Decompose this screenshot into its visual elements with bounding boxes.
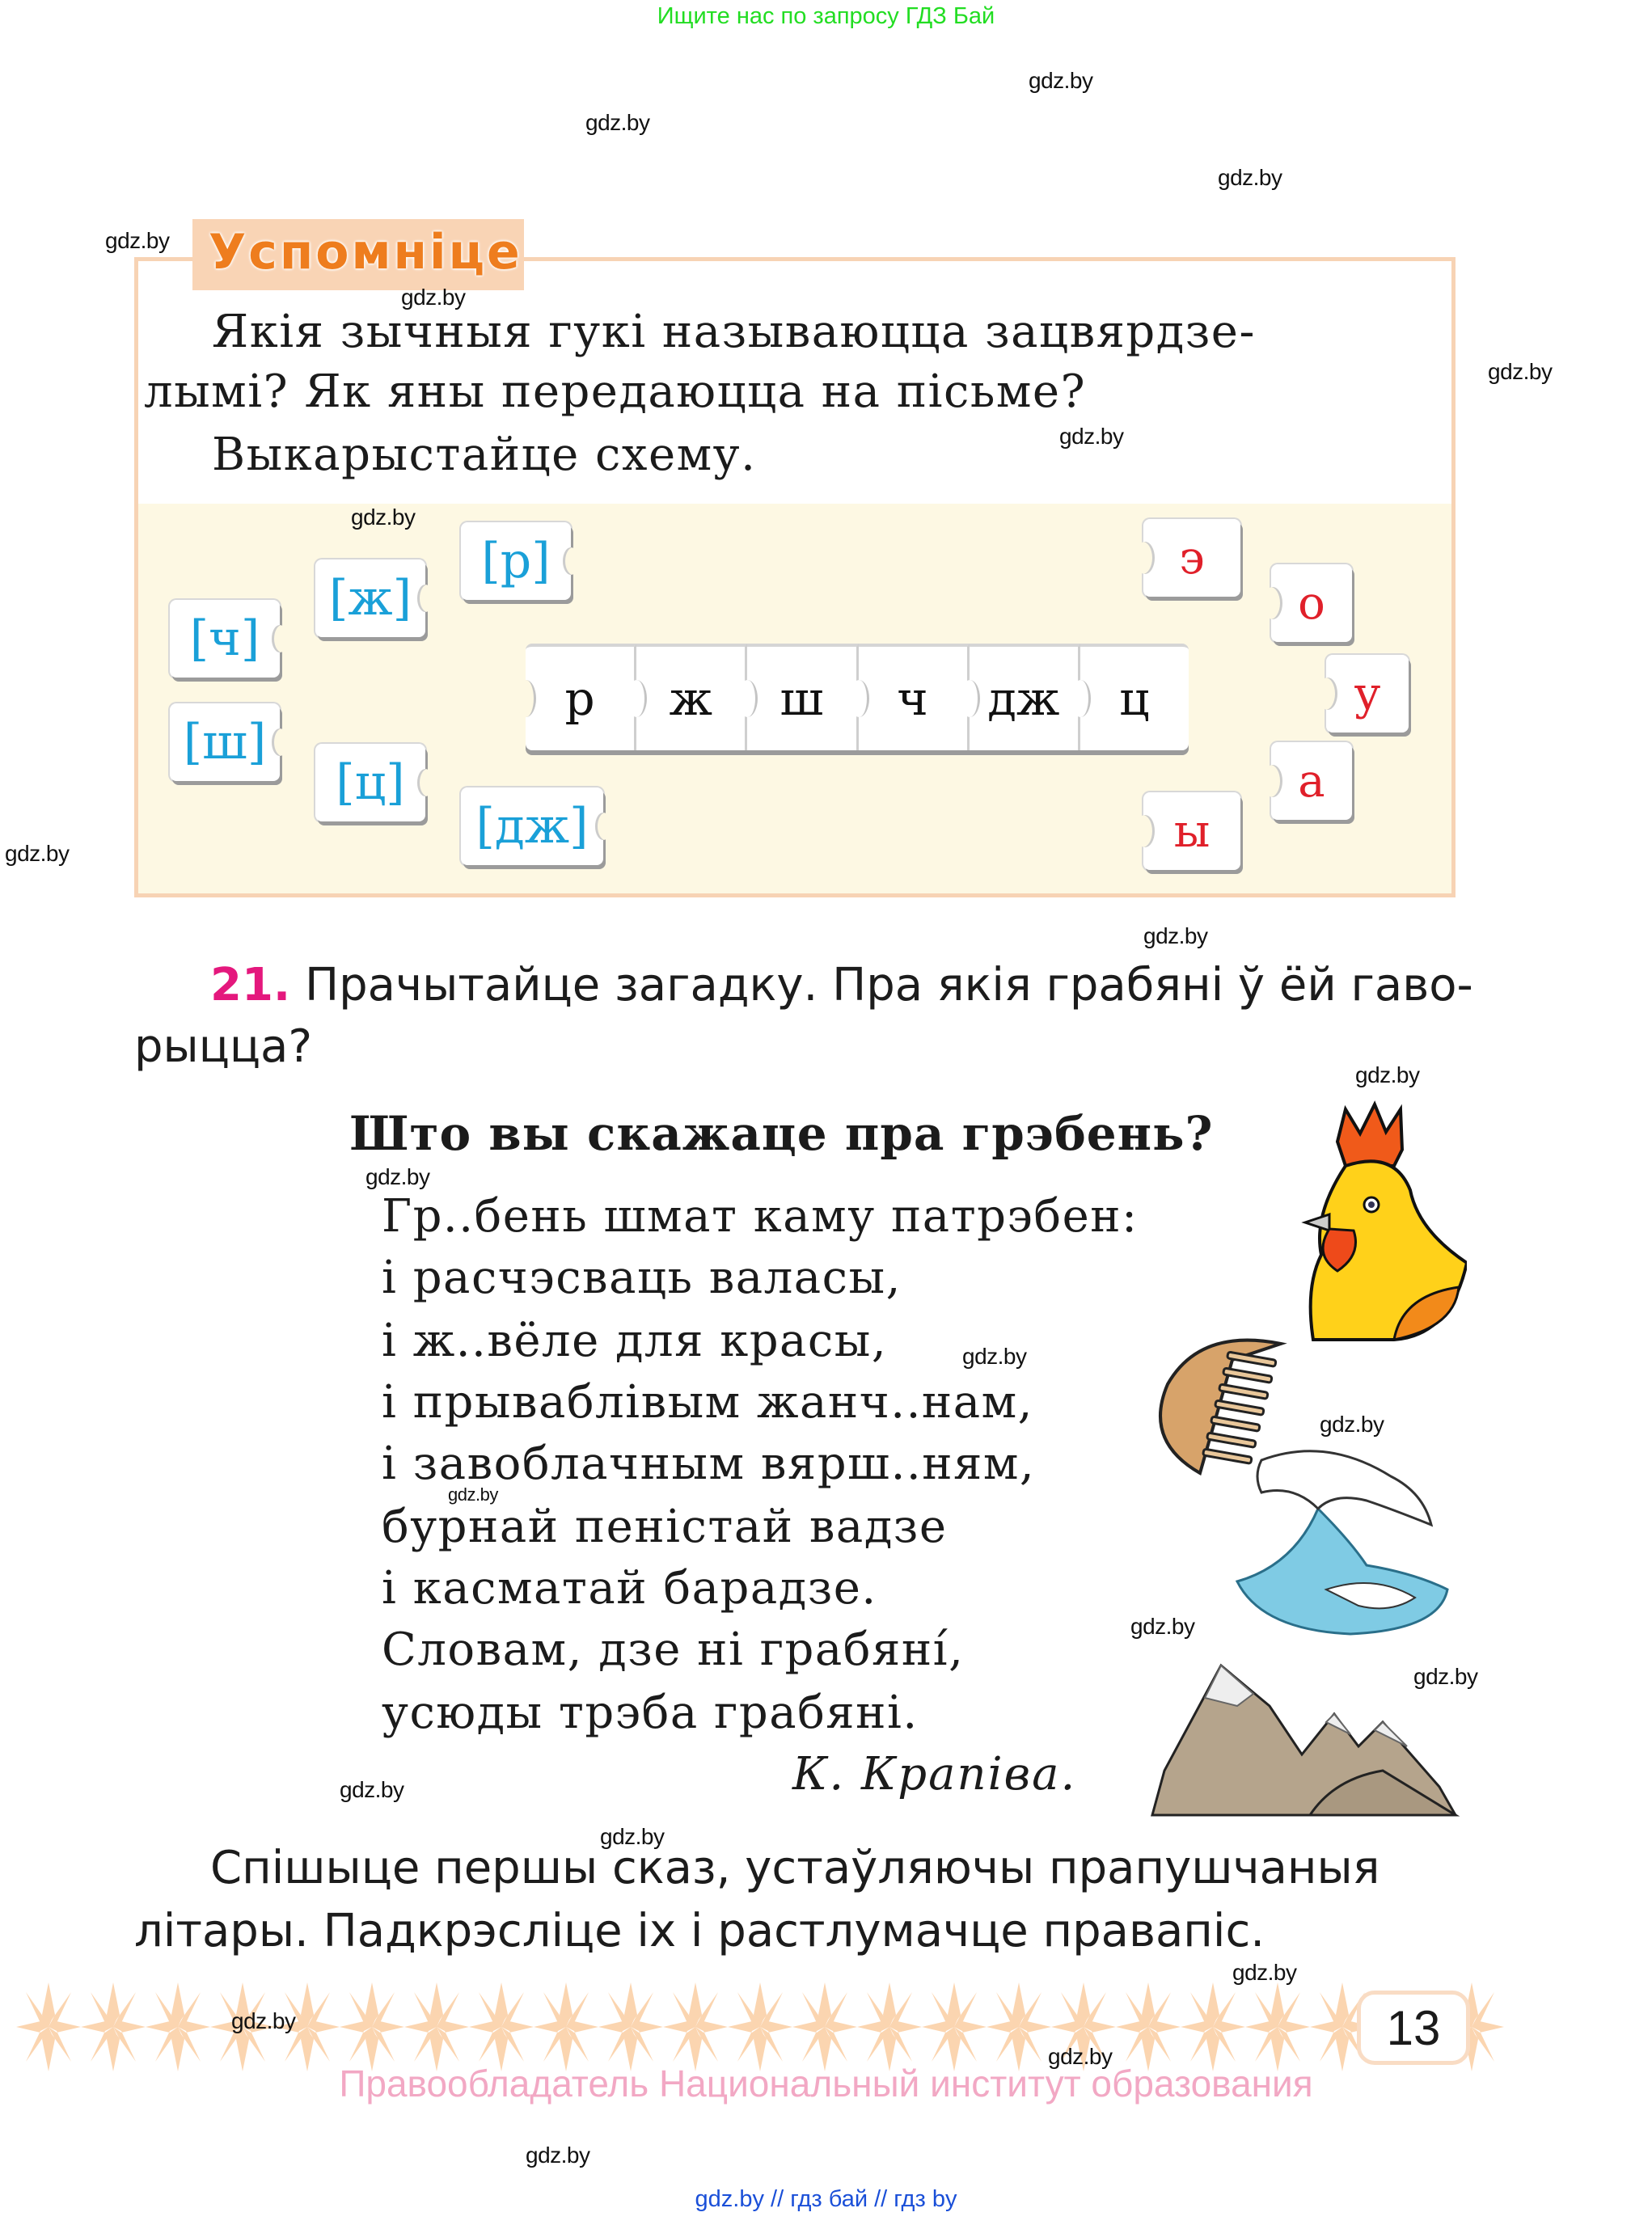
poem-line: і ж..вёле для красы, [382, 1315, 888, 1367]
watermark: gdz.by [1218, 165, 1282, 190]
watermark: gdz.by [1048, 2044, 1113, 2069]
watermark: gdz.by [600, 1824, 665, 1849]
watermark: gdz.by [526, 2143, 590, 2168]
page-number: 13 [1357, 1991, 1470, 2065]
question-line: Выкарыстайце схему. [212, 429, 757, 481]
chain-letter-label: ц [1119, 671, 1150, 726]
search-note: Ищите нас по запросу ГДЗ Бай [657, 3, 995, 29]
watermark: gdz.by [1355, 1062, 1420, 1087]
mountains-icon [1148, 1657, 1464, 1819]
wave-icon [1229, 1444, 1456, 1638]
consonant-chain [526, 644, 1189, 750]
watermark: gdz.by [448, 1484, 498, 1505]
poem-line: і завоблачным вярш..ням, [382, 1438, 1036, 1490]
chain-letter [970, 644, 1080, 750]
watermark: gdz.by [5, 841, 70, 866]
watermark: gdz.by [340, 1777, 404, 1802]
copyright-notice: Правообладатель Национальный институт образования [339, 2062, 1313, 2105]
watermark: gdz.by [1143, 923, 1208, 948]
watermark: gdz.by [401, 285, 466, 310]
poem-title: Што вы скажаце пра грэбень? [349, 1106, 1214, 1161]
chain-letter-label: ч [897, 671, 928, 726]
sound-tile-ch: [ч] [170, 600, 280, 678]
rooster-icon [1297, 1093, 1467, 1344]
sound-tile-sh: [ш] [170, 703, 280, 781]
sound-tile-ts: [ц] [315, 744, 425, 821]
question-line: Якія зычныя гукі называюцца зацвярдзе- [212, 306, 1256, 358]
watermark: gdz.by [585, 110, 650, 135]
sound-tile-r: [р] [461, 522, 571, 600]
poem-line: усюды трэба грабяні. [382, 1687, 919, 1739]
watermark: gdz.by [1413, 1664, 1478, 1689]
poem-line: Словам, дзе ні грабяні́, [382, 1623, 965, 1676]
watermark: gdz.by [1029, 68, 1093, 93]
remember-tag [192, 219, 524, 290]
poem-line: і прываблівым жанч..нам, [382, 1376, 1033, 1429]
watermark: gdz.by [1320, 1412, 1384, 1437]
watermark: gdz.by [105, 228, 170, 253]
poem-line: і расчэсваць валасы, [382, 1252, 902, 1304]
task-21-line1 [210, 959, 1473, 1011]
watermark: gdz.by [231, 2008, 296, 2033]
poem-line: Гр..бень шмат каму патрэбен: [382, 1190, 1139, 1243]
vowel-tile-u: у [1326, 655, 1409, 733]
vowel-tile-e: э [1143, 519, 1240, 597]
chain-letter-label: ж [669, 671, 712, 726]
chain-letter-label: ш [780, 671, 824, 726]
poem-line: бурнай пеністай вадзе [382, 1501, 948, 1553]
watermark: gdz.by [1232, 1960, 1297, 1985]
vowel-tile-o: о [1271, 564, 1352, 642]
assignment-line2: літары. Падкрэсліце іх і растлумачце правапіс. [134, 1905, 1265, 1957]
poem-author: К. Крапіва. [792, 1748, 1077, 1801]
watermark: gdz.by [351, 505, 416, 530]
chain-letter [859, 644, 970, 750]
vowel-tile-y: ы [1143, 792, 1240, 870]
chain-letter [636, 644, 747, 750]
watermark: gdz.by [1130, 1614, 1195, 1639]
task-text: Прачытайце загадку. Пра якія грабяні ў ёй гаво- [305, 959, 1473, 1011]
vowel-tile-a: а [1271, 742, 1352, 820]
sound-tile-dzh: [дж] [461, 787, 603, 865]
watermark: gdz.by [1488, 359, 1553, 384]
chain-letter [526, 644, 636, 750]
sound-tile-zh: [ж] [315, 559, 425, 637]
watermark: gdz.by [365, 1164, 430, 1189]
poem-line: і касматай барадзе. [382, 1562, 877, 1615]
chain-letter-label: дж [987, 671, 1060, 726]
watermark: gdz.by [1059, 424, 1124, 449]
task-21-line2: рыцца? [134, 1020, 313, 1073]
watermark: gdz.by [962, 1344, 1027, 1369]
question-line: лымі? Як яны передаюцца на пісьме? [144, 365, 1087, 418]
chain-letter-label: р [564, 671, 595, 726]
footer-links[interactable]: gdz.by // гдз бай // гдз by [695, 2186, 957, 2212]
remember-tag-label: Успомніце [209, 224, 522, 281]
chain-letter [747, 644, 858, 750]
chain-letter [1080, 644, 1189, 750]
assignment-line1: Спішыце першы сказ, устаўляючы прапушчаныя [210, 1842, 1380, 1894]
task-number: 21. [210, 959, 291, 1011]
